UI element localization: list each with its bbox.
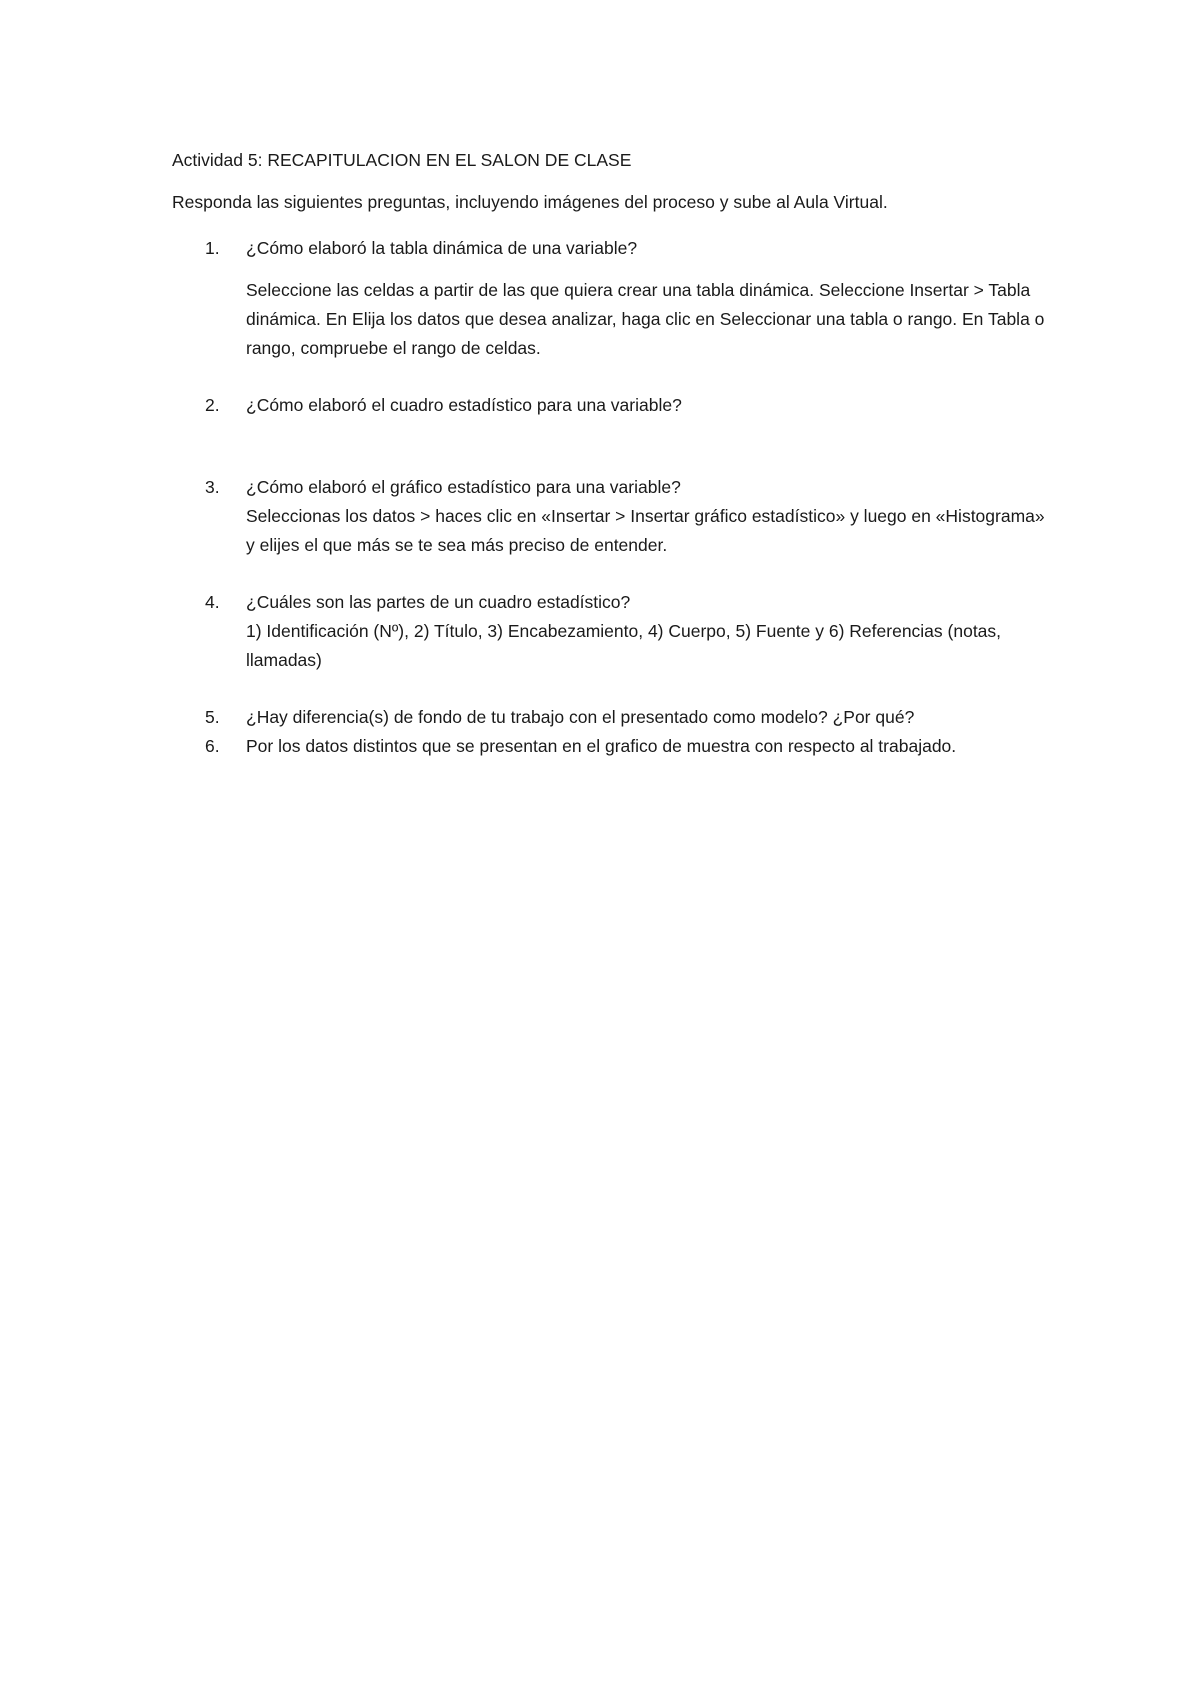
document-content [172,146,1052,761]
item-number: 3. [205,477,220,497]
intro-paragraph: Responda las siguientes preguntas, incluyendo imágenes del proceso y sube al Aula Virtual. [172,192,888,212]
item-number: 2. [205,395,220,415]
list-item [172,234,1052,363]
item-number: 6. [205,736,220,756]
item-answer: 1) Identificación (Nº), 2) Título, 3) Encabezamiento, 4) Cuerpo, 5) Fuente y 6) Referencias (notas, llamadas) [246,621,1002,670]
list-item [172,391,1052,420]
item-question: ¿Cómo elaboró el gráfico estadístico para una variable? [246,477,681,497]
page-title: Actividad 5: RECAPITULACION EN EL SALON DE CLASE [172,150,632,170]
item-question: ¿Cuáles son las partes de un cuadro estadístico? [246,592,631,612]
list-item [172,473,1052,560]
questions-list [172,234,1052,761]
list-item [172,588,1052,675]
item-answer: Seleccione las celdas a partir de las que quiera crear una tabla dinámica. Seleccione Insertar > Tabla dinámica. En Elija los datos que desea analizar, haga clic en Seleccionar una tabla o rango. En Tabla o rango, compruebe el rango de celdas. [246,280,1045,358]
item-question: ¿Cómo elaboró el cuadro estadístico para una variable? [246,395,682,415]
item-question: ¿Cómo elaboró la tabla dinámica de una variable? [246,238,638,258]
item-number: 5. [205,707,220,727]
item-question: ¿Hay diferencia(s) de fondo de tu trabajo con el presentado como modelo? ¿Por qué? [246,707,915,727]
item-number: 1. [205,238,220,258]
item-number: 4. [205,592,220,612]
item-question: Por los datos distintos que se presentan en el grafico de muestra con respecto al trabajado. [246,736,957,756]
item-answer: Seleccionas los datos > haces clic en «Insertar > Insertar gráfico estadístico» y luego en «Histograma» y elijes el que más se te sea más preciso de entender. [246,506,1045,555]
list-item [172,732,1052,761]
list-item [172,703,1052,732]
